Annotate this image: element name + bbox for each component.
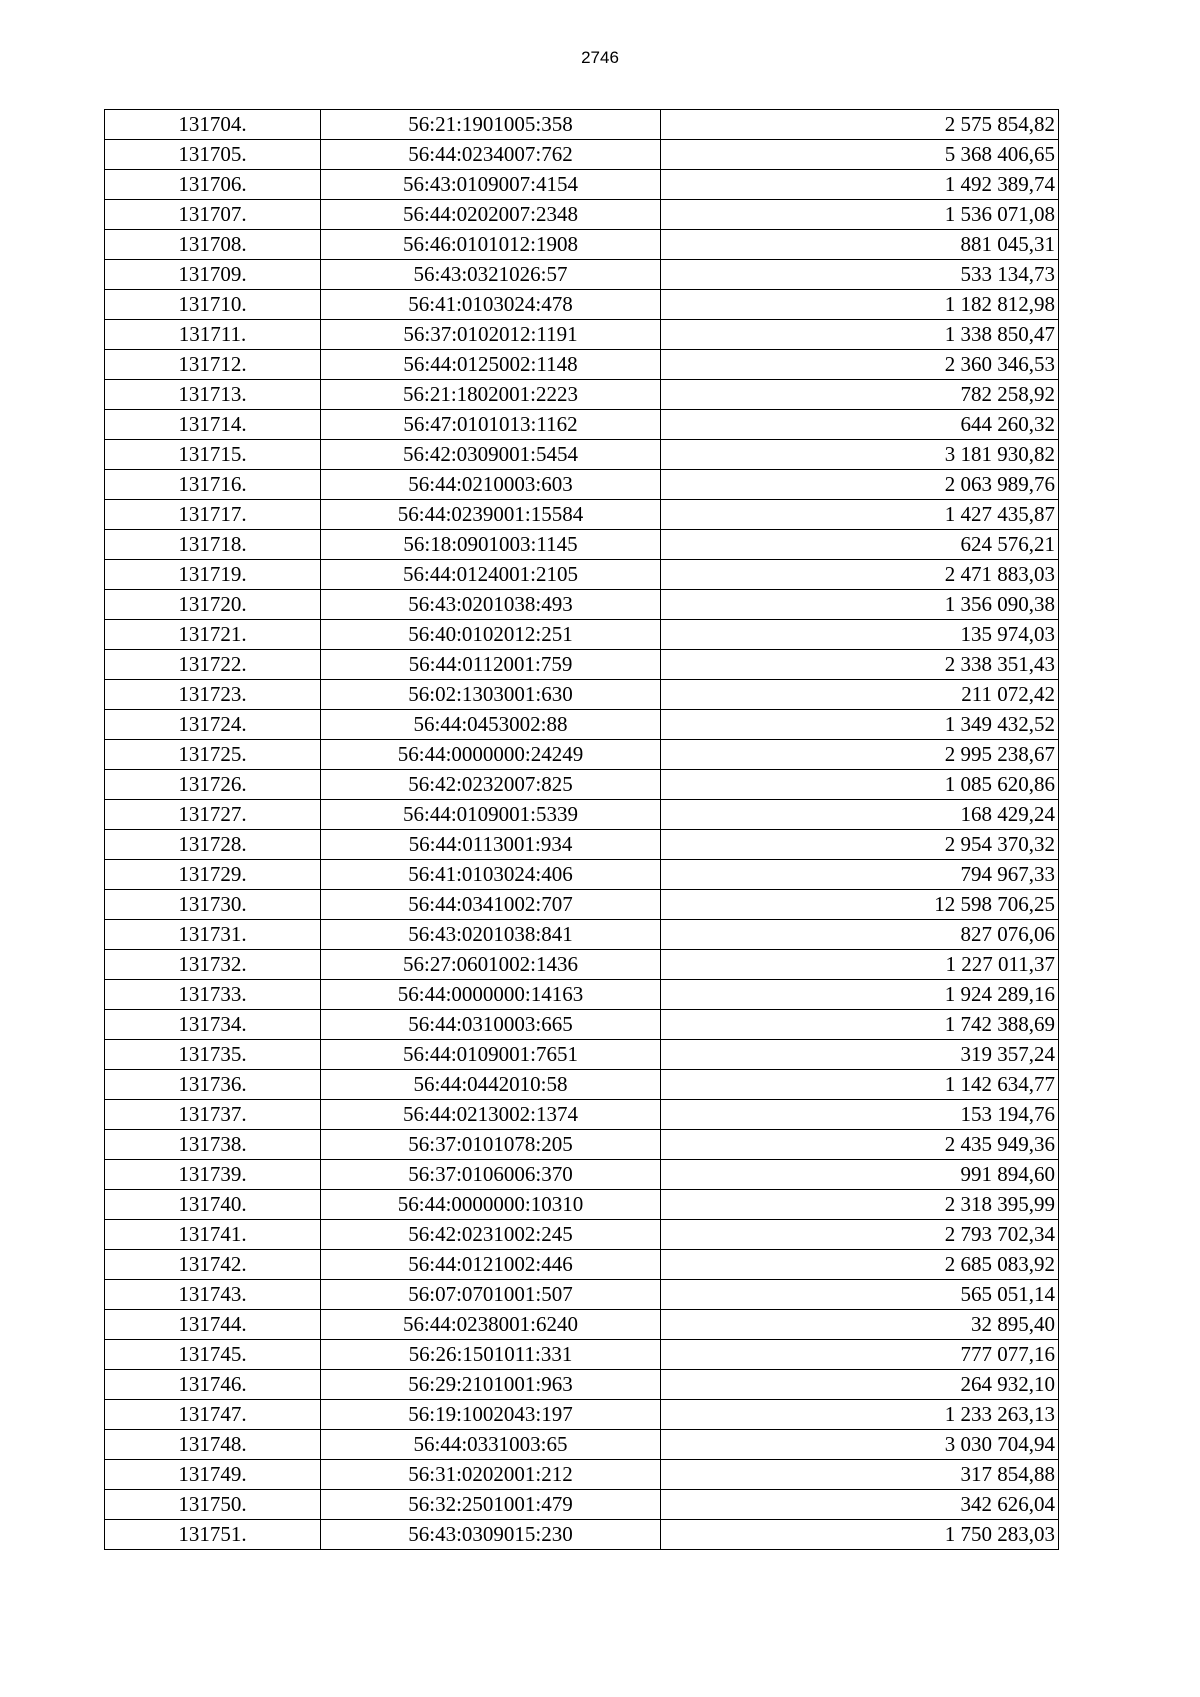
cadastral-value-cell: 12 598 706,25 xyxy=(661,890,1059,920)
cadastral-number-cell: 56:29:2101001:963 xyxy=(321,1370,661,1400)
cadastral-value-cell: 1 492 389,74 xyxy=(661,170,1059,200)
cadastral-value-cell: 2 954 370,32 xyxy=(661,830,1059,860)
table-row xyxy=(105,470,1059,500)
cadastral-value-cell: 1 427 435,87 xyxy=(661,500,1059,530)
row-number-cell: 131722. xyxy=(105,650,321,680)
table-row xyxy=(105,890,1059,920)
cadastral-number-cell: 56:18:0901003:1145 xyxy=(321,530,661,560)
table-row xyxy=(105,1250,1059,1280)
cadastral-value-cell: 1 924 289,16 xyxy=(661,980,1059,1010)
table-row xyxy=(105,320,1059,350)
cadastral-number-cell: 56:27:0601002:1436 xyxy=(321,950,661,980)
row-number-cell: 131742. xyxy=(105,1250,321,1280)
cadastral-number-cell: 56:44:0202007:2348 xyxy=(321,200,661,230)
cadastral-value-cell: 1 227 011,37 xyxy=(661,950,1059,980)
cadastral-value-cell: 2 685 083,92 xyxy=(661,1250,1059,1280)
row-number-cell: 131732. xyxy=(105,950,321,980)
cadastral-number-cell: 56:07:0701001:507 xyxy=(321,1280,661,1310)
table-row xyxy=(105,560,1059,590)
table-row xyxy=(105,500,1059,530)
table-row xyxy=(105,1040,1059,1070)
cadastral-value-cell: 135 974,03 xyxy=(661,620,1059,650)
table-row xyxy=(105,920,1059,950)
cadastral-value-cell: 2 435 949,36 xyxy=(661,1130,1059,1160)
cadastral-number-cell: 56:47:0101013:1162 xyxy=(321,410,661,440)
row-number-cell: 131710. xyxy=(105,290,321,320)
row-number-cell: 131744. xyxy=(105,1310,321,1340)
cadastral-value-cell: 1 233 263,13 xyxy=(661,1400,1059,1430)
cadastral-value-cell: 1 750 283,03 xyxy=(661,1520,1059,1550)
table-row xyxy=(105,1400,1059,1430)
table-row xyxy=(105,1220,1059,1250)
cadastral-value-cell: 565 051,14 xyxy=(661,1280,1059,1310)
cadastral-value-cell: 782 258,92 xyxy=(661,380,1059,410)
cadastral-number-cell: 56:44:0112001:759 xyxy=(321,650,661,680)
cadastral-value-cell: 777 077,16 xyxy=(661,1340,1059,1370)
row-number-cell: 131749. xyxy=(105,1460,321,1490)
cadastral-number-cell: 56:37:0102012:1191 xyxy=(321,320,661,350)
row-number-cell: 131751. xyxy=(105,1520,321,1550)
cadastral-number-cell: 56:44:0109001:7651 xyxy=(321,1040,661,1070)
cadastral-number-cell: 56:40:0102012:251 xyxy=(321,620,661,650)
table-row xyxy=(105,1520,1059,1550)
table-row xyxy=(105,650,1059,680)
table-row xyxy=(105,140,1059,170)
cadastral-value-cell: 881 045,31 xyxy=(661,230,1059,260)
table-row xyxy=(105,770,1059,800)
page-number: 2746 xyxy=(581,48,619,67)
cadastral-number-cell: 56:44:0310003:665 xyxy=(321,1010,661,1040)
row-number-cell: 131707. xyxy=(105,200,321,230)
table-row xyxy=(105,440,1059,470)
table-row xyxy=(105,1490,1059,1520)
row-number-cell: 131720. xyxy=(105,590,321,620)
row-number-cell: 131748. xyxy=(105,1430,321,1460)
cadastral-value-cell: 153 194,76 xyxy=(661,1100,1059,1130)
cadastral-number-cell: 56:43:0201038:841 xyxy=(321,920,661,950)
row-number-cell: 131731. xyxy=(105,920,321,950)
cadastral-value-cell: 2 471 883,03 xyxy=(661,560,1059,590)
table-row xyxy=(105,1280,1059,1310)
cadastral-number-cell: 56:21:1901005:358 xyxy=(321,110,661,140)
cadastral-number-cell: 56:43:0201038:493 xyxy=(321,590,661,620)
cadastral-number-cell: 56:31:0202001:212 xyxy=(321,1460,661,1490)
cadastral-number-cell: 56:19:1002043:197 xyxy=(321,1400,661,1430)
cadastral-number-cell: 56:44:0210003:603 xyxy=(321,470,661,500)
row-number-cell: 131746. xyxy=(105,1370,321,1400)
cadastral-number-cell: 56:41:0103024:478 xyxy=(321,290,661,320)
cadastral-number-cell: 56:42:0309001:5454 xyxy=(321,440,661,470)
cadastral-value-cell: 342 626,04 xyxy=(661,1490,1059,1520)
cadastral-number-cell: 56:37:0106006:370 xyxy=(321,1160,661,1190)
cadastral-number-cell: 56:44:0000000:14163 xyxy=(321,980,661,1010)
cadastral-value-cell: 991 894,60 xyxy=(661,1160,1059,1190)
row-number-cell: 131730. xyxy=(105,890,321,920)
cadastral-number-cell: 56:44:0331003:65 xyxy=(321,1430,661,1460)
row-number-cell: 131728. xyxy=(105,830,321,860)
cadastral-number-cell: 56:37:0101078:205 xyxy=(321,1130,661,1160)
table-row xyxy=(105,530,1059,560)
cadastral-value-cell: 624 576,21 xyxy=(661,530,1059,560)
table-row xyxy=(105,1070,1059,1100)
cadastral-value-cell: 168 429,24 xyxy=(661,800,1059,830)
cadastral-number-cell: 56:41:0103024:406 xyxy=(321,860,661,890)
table-row xyxy=(105,110,1059,140)
table-row xyxy=(105,1370,1059,1400)
table-row xyxy=(105,170,1059,200)
table-row xyxy=(105,740,1059,770)
cadastral-value-cell: 2 793 702,34 xyxy=(661,1220,1059,1250)
row-number-cell: 131747. xyxy=(105,1400,321,1430)
cadastral-value-cell: 3 030 704,94 xyxy=(661,1430,1059,1460)
cadastral-value-cell: 317 854,88 xyxy=(661,1460,1059,1490)
table-row xyxy=(105,260,1059,290)
cadastral-value-cell: 1 182 812,98 xyxy=(661,290,1059,320)
row-number-cell: 131708. xyxy=(105,230,321,260)
cadastral-number-cell: 56:44:0453002:88 xyxy=(321,710,661,740)
cadastral-value-cell: 794 967,33 xyxy=(661,860,1059,890)
table-row xyxy=(105,950,1059,980)
table-row xyxy=(105,1160,1059,1190)
row-number-cell: 131717. xyxy=(105,500,321,530)
row-number-cell: 131735. xyxy=(105,1040,321,1070)
row-number-cell: 131705. xyxy=(105,140,321,170)
row-number-cell: 131726. xyxy=(105,770,321,800)
row-number-cell: 131723. xyxy=(105,680,321,710)
row-number-cell: 131721. xyxy=(105,620,321,650)
row-number-cell: 131734. xyxy=(105,1010,321,1040)
table-row xyxy=(105,980,1059,1010)
cadastral-number-cell: 56:26:1501011:331 xyxy=(321,1340,661,1370)
table-row xyxy=(105,710,1059,740)
cadastral-value-cell: 2 360 346,53 xyxy=(661,350,1059,380)
table-row xyxy=(105,800,1059,830)
table-row xyxy=(105,620,1059,650)
cadastral-value-cell: 211 072,42 xyxy=(661,680,1059,710)
cadastral-number-cell: 56:43:0309015:230 xyxy=(321,1520,661,1550)
table-row xyxy=(105,590,1059,620)
row-number-cell: 131716. xyxy=(105,470,321,500)
row-number-cell: 131715. xyxy=(105,440,321,470)
cadastral-number-cell: 56:42:0231002:245 xyxy=(321,1220,661,1250)
row-number-cell: 131719. xyxy=(105,560,321,590)
cadastral-value-cell: 644 260,32 xyxy=(661,410,1059,440)
table-row xyxy=(105,860,1059,890)
row-number-cell: 131704. xyxy=(105,110,321,140)
cadastral-value-cell: 264 932,10 xyxy=(661,1370,1059,1400)
cadastral-number-cell: 56:02:1303001:630 xyxy=(321,680,661,710)
row-number-cell: 131736. xyxy=(105,1070,321,1100)
cadastral-value-cell: 1 338 850,47 xyxy=(661,320,1059,350)
table-row xyxy=(105,1190,1059,1220)
cadastral-number-cell: 56:44:0113001:934 xyxy=(321,830,661,860)
row-number-cell: 131718. xyxy=(105,530,321,560)
table-row xyxy=(105,830,1059,860)
table-row xyxy=(105,1310,1059,1340)
table-row xyxy=(105,1460,1059,1490)
cadastral-number-cell: 56:44:0238001:6240 xyxy=(321,1310,661,1340)
cadastral-number-cell: 56:43:0109007:4154 xyxy=(321,170,661,200)
cadastral-number-cell: 56:44:0124001:2105 xyxy=(321,560,661,590)
row-number-cell: 131741. xyxy=(105,1220,321,1250)
cadastral-number-cell: 56:44:0000000:24249 xyxy=(321,740,661,770)
row-number-cell: 131709. xyxy=(105,260,321,290)
row-number-cell: 131711. xyxy=(105,320,321,350)
table-row xyxy=(105,1100,1059,1130)
row-number-cell: 131738. xyxy=(105,1130,321,1160)
table-row xyxy=(105,290,1059,320)
row-number-cell: 131727. xyxy=(105,800,321,830)
cadastral-value-cell: 319 357,24 xyxy=(661,1040,1059,1070)
cadastral-number-cell: 56:21:1802001:2223 xyxy=(321,380,661,410)
cadastral-number-cell: 56:44:0000000:10310 xyxy=(321,1190,661,1220)
cadastral-number-cell: 56:44:0213002:1374 xyxy=(321,1100,661,1130)
table-row xyxy=(105,1010,1059,1040)
cadastral-value-cell: 5 368 406,65 xyxy=(661,140,1059,170)
cadastral-number-cell: 56:44:0234007:762 xyxy=(321,140,661,170)
row-number-cell: 131725. xyxy=(105,740,321,770)
table-row xyxy=(105,1430,1059,1460)
row-number-cell: 131706. xyxy=(105,170,321,200)
row-number-cell: 131733. xyxy=(105,980,321,1010)
cadastral-value-cell: 2 995 238,67 xyxy=(661,740,1059,770)
cadastral-number-cell: 56:44:0109001:5339 xyxy=(321,800,661,830)
cadastral-value-cell: 1 742 388,69 xyxy=(661,1010,1059,1040)
cadastral-number-cell: 56:44:0125002:1148 xyxy=(321,350,661,380)
cadastral-value-cell: 1 536 071,08 xyxy=(661,200,1059,230)
cadastral-number-cell: 56:32:2501001:479 xyxy=(321,1490,661,1520)
cadastral-number-cell: 56:44:0341002:707 xyxy=(321,890,661,920)
row-number-cell: 131740. xyxy=(105,1190,321,1220)
row-number-cell: 131743. xyxy=(105,1280,321,1310)
row-number-cell: 131739. xyxy=(105,1160,321,1190)
cadastral-value-cell: 1 349 432,52 xyxy=(661,710,1059,740)
table-row xyxy=(105,1340,1059,1370)
cadastral-value-cell: 827 076,06 xyxy=(661,920,1059,950)
table-row xyxy=(105,680,1059,710)
cadastral-number-cell: 56:46:0101012:1908 xyxy=(321,230,661,260)
table-row xyxy=(105,380,1059,410)
cadastral-value-cell: 3 181 930,82 xyxy=(661,440,1059,470)
cadastral-value-cell: 2 318 395,99 xyxy=(661,1190,1059,1220)
row-number-cell: 131712. xyxy=(105,350,321,380)
cadastral-number-cell: 56:44:0239001:15584 xyxy=(321,500,661,530)
cadastral-value-cell: 1 085 620,86 xyxy=(661,770,1059,800)
row-number-cell: 131745. xyxy=(105,1340,321,1370)
cadastral-value-cell: 2 063 989,76 xyxy=(661,470,1059,500)
cadastral-value-cell: 533 134,73 xyxy=(661,260,1059,290)
cadastral-value-table xyxy=(104,109,1059,1550)
row-number-cell: 131729. xyxy=(105,860,321,890)
cadastral-number-cell: 56:42:0232007:825 xyxy=(321,770,661,800)
cadastral-value-cell: 2 575 854,82 xyxy=(661,110,1059,140)
cadastral-number-cell: 56:43:0321026:57 xyxy=(321,260,661,290)
cadastral-value-cell: 1 142 634,77 xyxy=(661,1070,1059,1100)
table-body xyxy=(105,110,1059,1550)
row-number-cell: 131714. xyxy=(105,410,321,440)
table-row xyxy=(105,350,1059,380)
cadastral-value-cell: 1 356 090,38 xyxy=(661,590,1059,620)
row-number-cell: 131750. xyxy=(105,1490,321,1520)
row-number-cell: 131713. xyxy=(105,380,321,410)
table-row xyxy=(105,1130,1059,1160)
table-row xyxy=(105,200,1059,230)
table-row xyxy=(105,410,1059,440)
cadastral-value-cell: 32 895,40 xyxy=(661,1310,1059,1340)
table-row xyxy=(105,230,1059,260)
cadastral-value-cell: 2 338 351,43 xyxy=(661,650,1059,680)
cadastral-number-cell: 56:44:0442010:58 xyxy=(321,1070,661,1100)
row-number-cell: 131724. xyxy=(105,710,321,740)
cadastral-number-cell: 56:44:0121002:446 xyxy=(321,1250,661,1280)
row-number-cell: 131737. xyxy=(105,1100,321,1130)
